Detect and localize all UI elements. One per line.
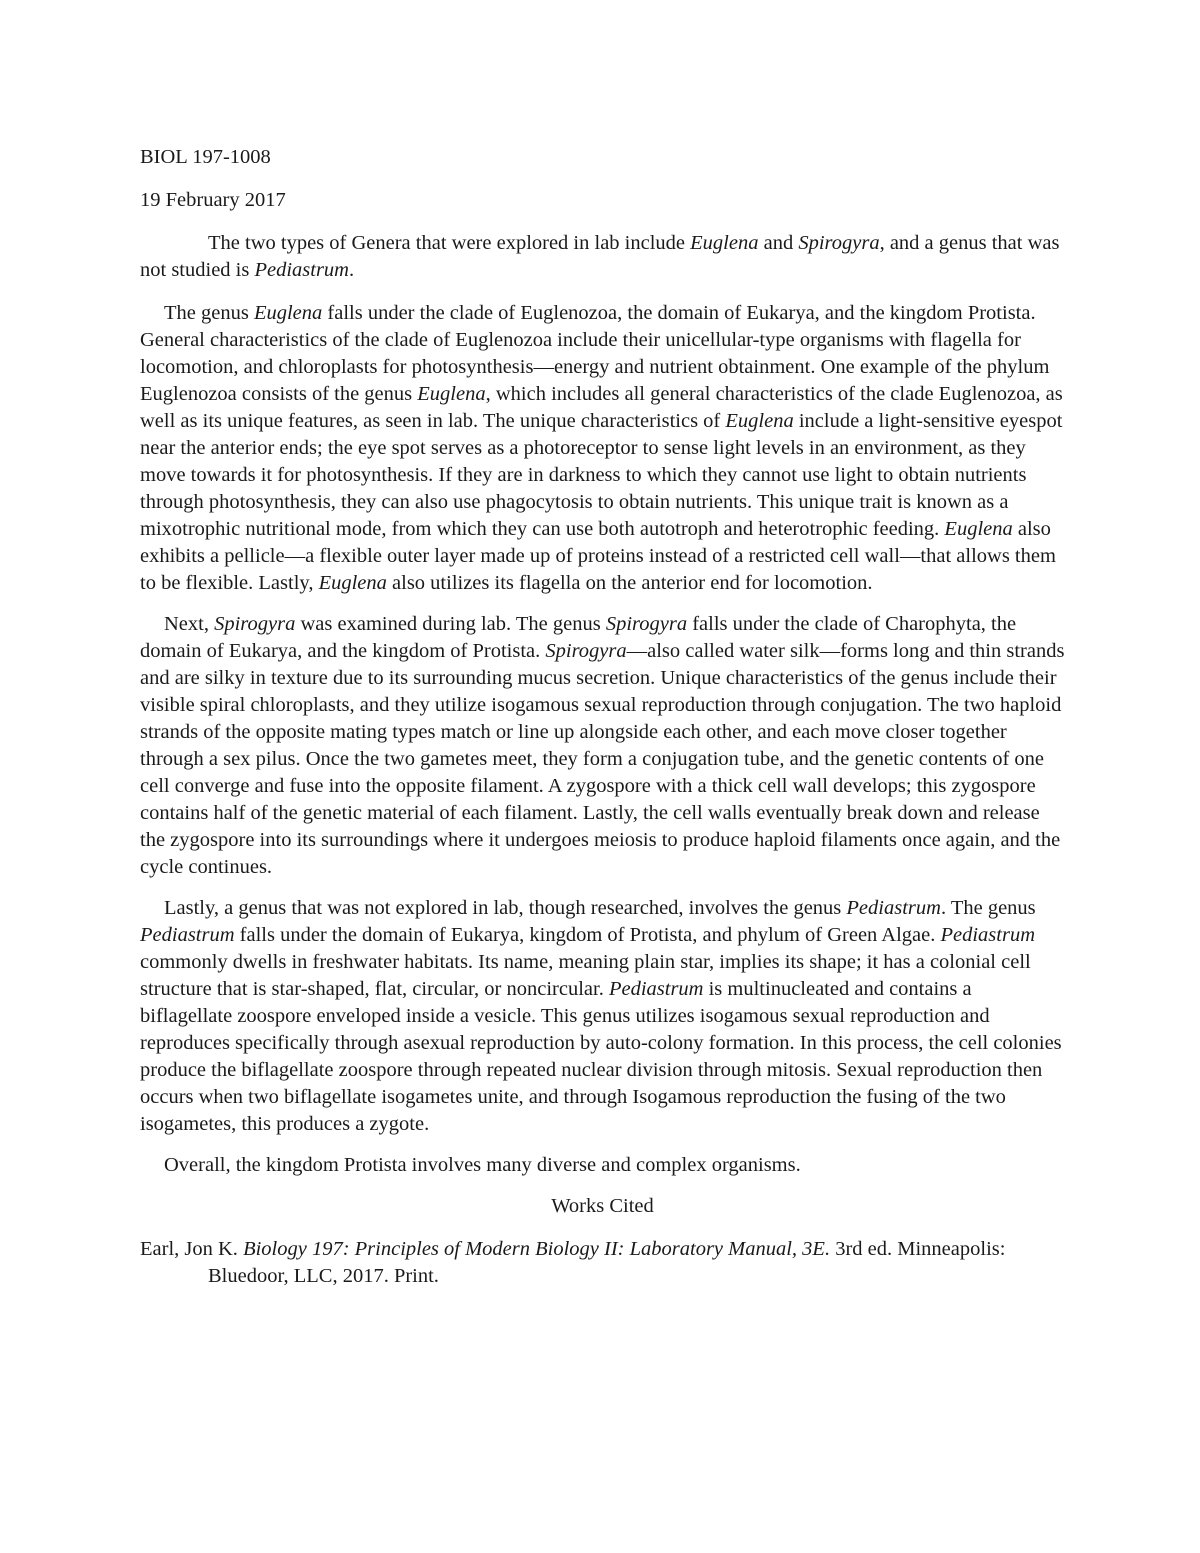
euglena-paragraph: The genus Euglena falls under the clade of Euglenozoa, the domain of Eukarya, and the kingdom Protista. General characteristics of the clade of Euglenozoa include their unicellular-type organisms with flagella for locomotion, and chloroplasts for photosynthesis—energy and nutrient obtainment. One example of the phylum Euglenozoa consists of the genus Euglena, which includes all general characteristics of the clade Euglenozoa, as well as its unique features, as seen in lab. The unique characteristics of Euglena include a light-sensitive eyespot near the anterior ends; the eye spot serves as a photoreceptor to sense light levels in an environment, as they move towards it for photosynthesis. If they are in darkness to which they cannot use light to obtain nutrients through photosynthesis, they can also use phagocytosis to obtain nutrients. This unique trait is known as a mixotrophic nutritional mode, from which they can use both autotroph and heterotrophic feeding. Euglena also exhibits a pellicle—a flexible outer layer made up of proteins instead of a restricted cell wall—that allows them to be flexible. Lastly, Euglena also utilizes its flagella on the anterior end for locomotion. xyxy=(140,302,1063,594)
overall-paragraph: Overall, the kingdom Protista involves many diverse and complex organisms. xyxy=(164,1154,801,1176)
citation-entry: Earl, Jon K. Biology 197: Principles of Modern Biology II: Laboratory Manual, 3E. 3rd ed. Minneapolis: Bluedoor, LLC, 2017. Print. xyxy=(140,1238,1006,1287)
document-date: 19 February 2017 xyxy=(140,189,286,211)
spirogyra-paragraph: Next, Spirogyra was examined during lab. The genus Spirogyra falls under the clade of Charophyta, the domain of Eukarya, and the kingdom of Protista. Spirogyra—also called water silk—forms long and thin strands and are silky in texture due to its surrounding mucus secretion. Unique characteristics of the genus include their visible spiral chloroplasts, and they utilize isogamous sexual reproduction through conjugation. The two haploid strands of the opposite mating types match or line up alongside each other, and each move closer together through a sex pilus. Once the two gametes meet, they form a conjugation tube, and the genetic contents of one cell converge and fuse into the opposite filament. A zygospore with a thick cell wall develops; this zygospore contains half of the genetic material of each filament. Lastly, the cell walls eventually break down and release the zygospore into its surroundings where it undergoes meiosis to produce haploid filaments once again, and the cycle continues. xyxy=(140,613,1065,878)
pediastrum-paragraph: Lastly, a genus that was not explored in lab, though researched, involves the genus Pediastrum. The genus Pediastrum falls under the domain of Eukarya, kingdom of Protista, and phylum of Green Algae. Pediastrum commonly dwells in freshwater habitats. Its name, meaning plain star, implies its shape; it has a colonial cell structure that is star-shaped, flat, circular, or noncircular. Pediastrum is multinucleated and contains a biflagellate zoospore enveloped inside a vesicle. This genus utilizes isogamous sexual reproduction and reproduces specifically through asexual reproduction by auto-colony formation. In this process, the cell colonies produce the biflagellate zoospore through repeated nuclear division through mitosis. Sexual reproduction then occurs when two biflagellate isogametes unite, and through Isogamous reproduction the fusing of the two isogametes, this produces a zygote. xyxy=(140,897,1062,1135)
works-cited-heading: Works Cited xyxy=(551,1195,654,1217)
document-body xyxy=(140,144,1065,1304)
course-code: BIOL 197-1008 xyxy=(140,146,271,168)
intro-paragraph: The two types of Genera that were explored in lab include Euglena and Spirogyra, and a genus that was not studied is Pediastrum. xyxy=(140,232,1060,281)
